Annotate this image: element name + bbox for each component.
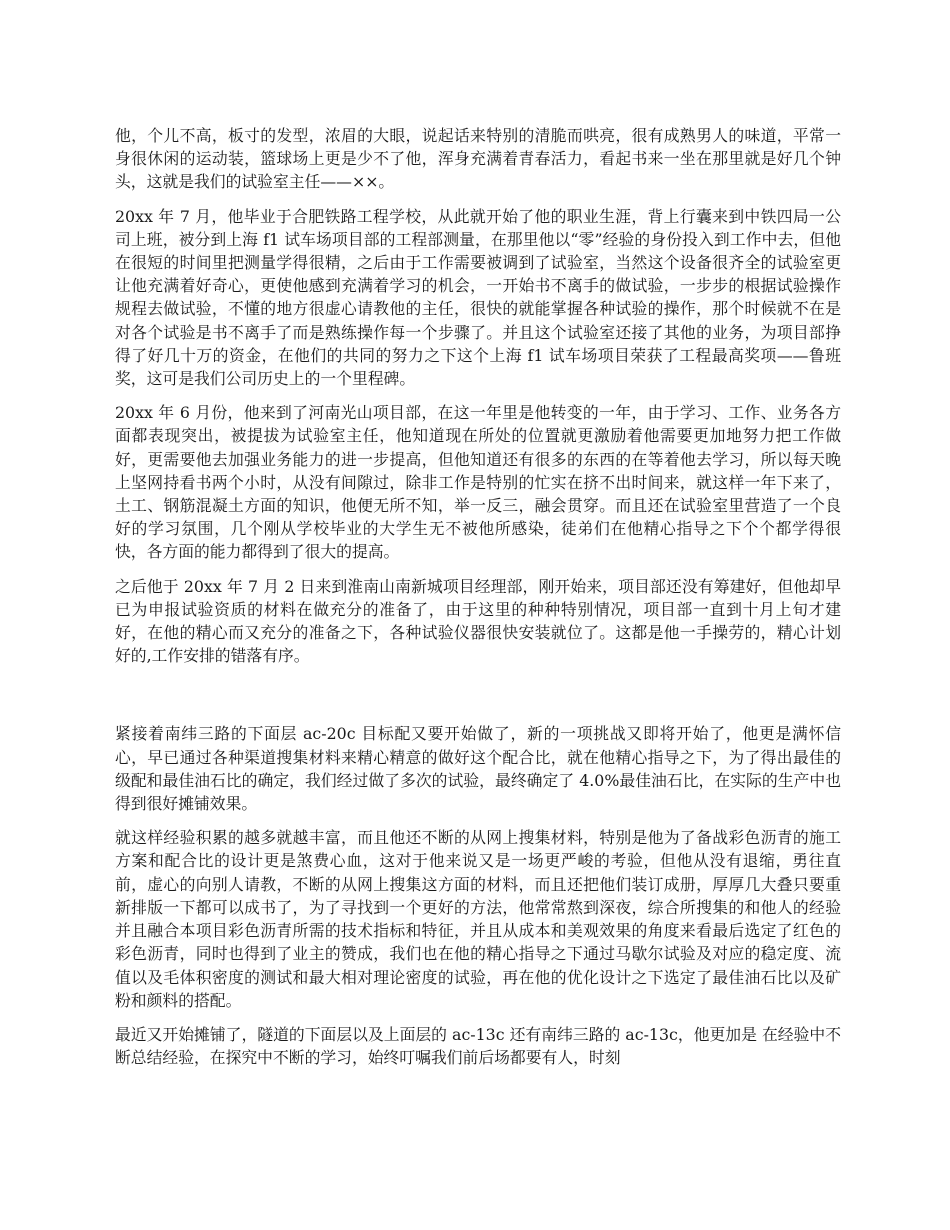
paragraph-career-start: 20xx 年 7 月，他毕业于合肥铁路工程学校，从此就开始了他的职业生涯，背上行囊来到中铁四局一公司上班，被分到上海 f1 试车场项目部的工程部测量，在那里他以“零”经验的身份投入到工作中去，但他在很短的时间里把测量学得很精，之后由于工作需要被调到了试验室，当然这个设备很齐全的试验室更让他充满着好奇心，更使他感到充满着学习的机会，一开始书不离手的做试验，一步步的根据试验操作规程去做试验，不懂的地方很虚心请教他的主任，很快的就能掌握各种试验的操作，那个时候就不在是对各个试验是书不离手了而是熟练操作每一个步骤了。并且这个试验室还接了其他的业务，为项目部挣得了好几十万的资金，在他们的共同的努力之下这个上海 f1 试车场项目荣获了工程最高奖项——鲁班奖，这可是我们公司历史上的一个里程碑。 (115, 206, 841, 389)
section-gap (115, 678, 841, 722)
paragraph-huainan: 之后他于 20xx 年 7 月 2 日来到淮南山南新城项目经理部，刚开始来，项目部还没有筹建好，但他却早已为申报试验资质的材料在做充分的准备了，由于这里的种种特别情况，项目部一直到十月上旬才建好，在他的精心而又充分的准备之下，各种试验仪器很快安装就位了。这都是他一手操劳的，精心计划好的,工作安排的错落有序。 (115, 576, 841, 666)
paragraph-recent-paving: 最近又开始摊铺了，隧道的下面层以及上面层的 ac-13c 还有南纬三路的 ac-13c，他更加是 在经验中不断总结经验，在探究中不断的学习，始终叮嘱我们前后场都要有人，时刻 (115, 1024, 841, 1068)
paragraph-intro: 他，个儿不高，板寸的发型，浓眉的大眼，说起话来特别的清脆而哄亮，很有成熟男人的味道，平常一身很休闲的运动装，篮球场上更是少不了他，浑身充满着青春活力，看起书来一坐在那里就是好几个钟头，这就是我们的试验室主任——××。 (115, 126, 841, 192)
paragraph-ac20c: 紧接着南纬三路的下面层 ac-20c 目标配又要开始做了，新的一项挑战又即将开始了，他更是满怀信心，早已通过各种渠道搜集材料来精心精意的做好这个配合比，就在他精心指导之下，为了得出最佳的级配和最佳油石比的确定，我们经过做了多次的试验，最终确定了 4.0%最佳油石比，在实际的生产中也得到很好摊铺效果。 (115, 724, 841, 814)
paragraph-guangshan: 20xx 年 6 月份，他来到了河南光山项目部，在这一年里是他转变的一年，由于学习、工作、业务各方面都表现突出，被提拔为试验室主任，他知道现在所处的位置就更激励着他需要更加地努力把工作做好，更需要他去加强业务能力的进一步提高，但他知道还有很多的东西的在等着他去学习，所以每天晚上坚网持看书两个小时，从没有间隙过，除非工作是特别的忙实在挤不出时间来，就这样一年下来了，土工、钢筋混凝土方面的知识，他便无所不知，举一反三，融会贯穿。而且还在试验室里营造了一个良好的学习氛围，几个刚从学校毕业的大学生无不被他所感染，徒弟们在他精心指导之下个个都学得很快，各方面的能力都得到了很大的提高。 (115, 403, 841, 562)
document-body (115, 124, 841, 1080)
paragraph-color-asphalt: 就这样经验积累的越多就越丰富，而且他还不断的从网上搜集材料，特别是他为了备战彩色沥青的施工方案和配合比的设计更是煞费心血，这对于他来说又是一场更严峻的考验，但他从没有退缩，勇往直前，虚心的向别人请教，不断的从网上搜集这方面的材料，而且还把他们装订成册，厚厚几大叠只要重新排版一下都可以成书了，为了寻找到一个更好的方法，他常常熬到深夜，综合所搜集的和他人的经验并且融合本项目彩色沥青所需的技术指标和特征，并且从成本和美观效果的角度来看最后选定了红色的彩色沥青，同时也得到了业主的赞成，我们也在他的精心指导之下通过马歇尔试验及对应的稳定度、流值以及毛体积密度的测试和最大相对理论密度的试验，再在他的优化设计之下选定了最佳油石比以及矿粉和颜料的搭配。 (115, 828, 841, 1010)
